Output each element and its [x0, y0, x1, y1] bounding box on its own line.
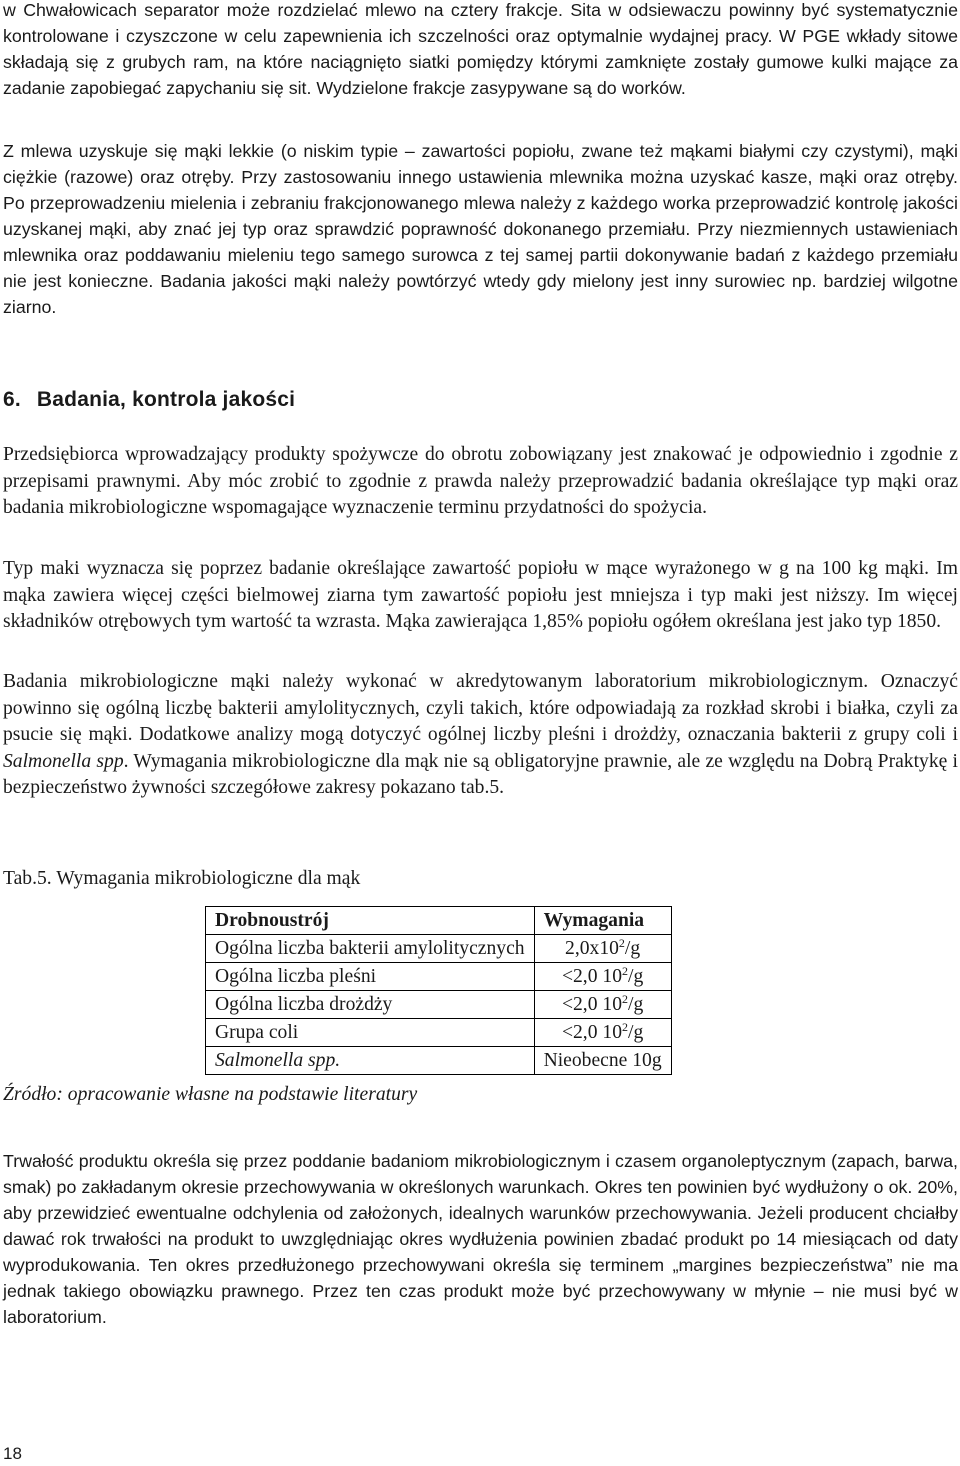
- table-row: [206, 963, 672, 991]
- organism-cell: Grupa coli: [206, 1019, 535, 1047]
- paragraph-labeling: Przedsiębiorca wprowadzający produkty spożywcze do obrotu zobowiązany jest znakować je odpowiednio i zgodnie z przepisami prawnymi. Aby móc zrobić to zgodnie z prawda należy przeprowadzić badania określające typ mąki oraz badania mikrobiologiczne wspomagające wyznaczenie terminu przydatności do spożycia.: [3, 444, 958, 518]
- table-row: [206, 991, 672, 1019]
- paragraph-milling: Z mlewa uzyskuje się mąki lekkie (o niskim typie – zawartości popiołu, zwane też mąkami białymi czy czystymi), mąki ciężkie (razowe) oraz otręby. Przy zastosowaniu innego ustawienia mlewnika można uzyskać kasze, mąki oraz otręby. Po przeprowadzeniu mielenia i zebraniu frakcjonowanego mlewa należy z każdego worka przeprowadzić kontrolę jakości uzyskanej mąki, aby znać jej typ oraz sprawdzić poprawność dokonanego przemiału. Przy niezmiennych ustawieniach mlewnika oraz poddawaniu mieleniu tego samego surowca z tej samej partii dokonywanie badań z każdego przemiału nie jest konieczne. Badania jakości mąki należy powtórzyć wtedy gdy mielony jest inny surowiec np. bardziej wilgotne ziarno.: [3, 141, 958, 317]
- section-title: Badania, kontrola jakości: [36, 388, 296, 411]
- paragraph-shelf-life: Trwałość produktu określa się przez poddanie badaniom mikrobiologicznym i czasem organoleptycznym (zapach, barwa, smak) po zakładanym okresie przechowywania w określonych warunkach. Okres ten powinien być wydłużony o ok. 20%, aby przewidzieć ewentualne odchylenia od założonych, idealnych warunków przechowywania. Jeżeli producent chciałby dawać rok trwałości na produkt to uwzględniając okres wydłużenia powinien zbadać produkt po 14 miesiącach od daty wyprodukowania. Ten okres przedłużonego przechowywani określa się terminem „margines bezpieczeństwa” nie ma jednak takiego obowiązku prawnego. Przez ten czas produkt może być przechowywany w młynie – nie musi być w laboratorium.: [3, 1151, 958, 1327]
- organism-cell: Ogólna liczba pleśni: [206, 963, 535, 991]
- table-caption: Tab.5. Wymagania mikrobiologiczne dla mąk: [3, 868, 361, 889]
- paragraph-flour-type: Typ maki wyznacza się poprzez badanie określające zawartość popiołu w mące wyrażonego w g na 100 kg mąki. Im mąka zawiera więcej części bielmowej ziarna tym zawartość popiołu jest mniejsza i typ maki jest niższy. Im więcej składników otrębowych tym wartość ta wzrasta. Mąka zawierająca 1,85% popiołu ogółem określana jest jako typ 1850.: [3, 558, 958, 632]
- table-source: Źródło: opracowanie własne na podstawie literatury: [3, 1084, 418, 1105]
- paragraph-microbiology: Badania mikrobiologiczne mąki należy wykonać w akredytowanym laboratorium mikrobiologicznym. Oznaczyć powinno się ogólną liczbę bakterii amylolitycznych, czyli takich, które odpowiadają za rozkład skrobi i białka, czyli za psucie się mąki. Dodatkowe analizy mogą dotyczyć ogólnej liczby pleśni i drożdży, oznaczania bakterii z grupy coli i Salmonella spp. Wymagania mikrobiologiczne dla mąk nie są obligatoryjne prawnie, ale ze względu na Dobrą Praktykę i bezpieczeństwo żywności szczegółowe zakresy pokazano tab.5.: [3, 671, 959, 798]
- table-row: [206, 1047, 672, 1075]
- organism-cell: Ogólna liczba drożdży: [206, 991, 535, 1019]
- header-organism: Drobnoustrój: [206, 907, 535, 935]
- requirements-table: [205, 906, 672, 1075]
- requirement-cell: <2,0 $10^2/g$: [534, 991, 671, 1019]
- organism-cell: Salmonella spp.: [206, 1047, 535, 1075]
- header-requirements: Wymagania: [534, 907, 671, 935]
- organism-cell: Ogólna liczba bakterii amylolitycznych: [206, 935, 535, 963]
- requirement-cell: $2,0x10^2/g$: [534, 935, 671, 963]
- page-number: 18: [3, 1444, 22, 1463]
- requirement-cell: <2,0 $10^2/g$: [534, 1019, 671, 1047]
- section-number: 6.: [3, 388, 21, 411]
- table-header-row: [206, 907, 672, 935]
- table-row: [206, 935, 672, 963]
- requirement-cell: Nieobecne 10g: [534, 1047, 671, 1075]
- section-heading: [3, 388, 295, 412]
- requirement-cell: <2,0 $10^2/g$: [534, 963, 671, 991]
- table-row: [206, 1019, 672, 1047]
- paragraph-separator: w Chwałowicach separator może rozdzielać mlewo na cztery frakcje. Sita w odsiewaczu powinny być systematycznie kontrolowane i czyszczone w celu zapewnienia ich szczelności oraz optymalnie wydajnej pracy. W PGE wkłady sitowe składają się z grubych ram, na które naciągnięto siatki pomiędzy którymi zamknięte zostały gumowe kulki mające za zadanie zapobiegać zapychaniu się sit. Wydzielone frakcje zasypywane są do worków.: [3, 0, 958, 98]
